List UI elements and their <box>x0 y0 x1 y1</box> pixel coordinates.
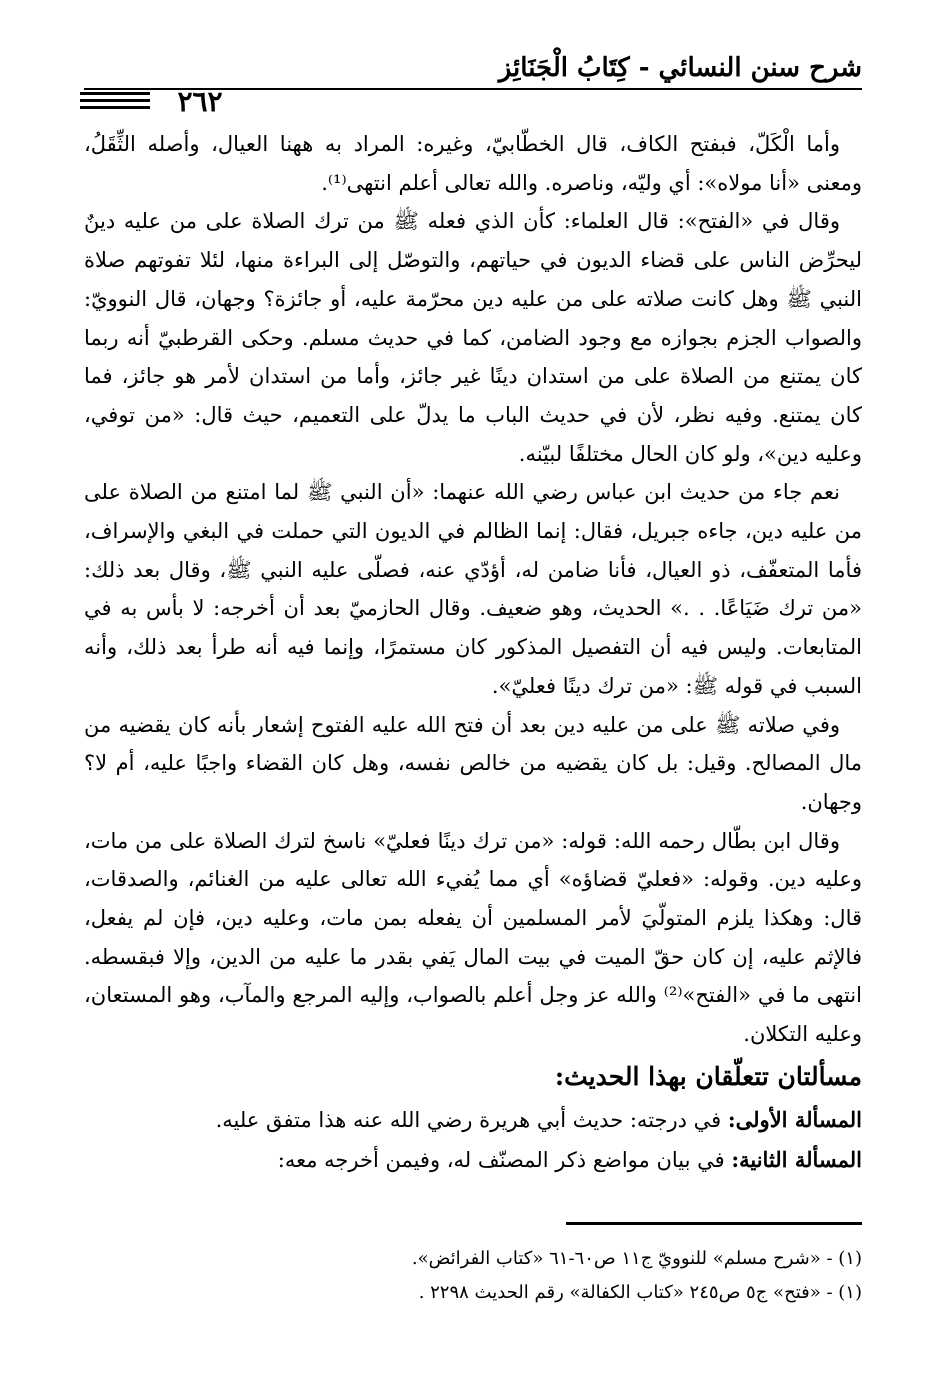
footnote-1: (١) - «شرح مسلم» للنوويّ ج١١ ص٦٠-٦١ «كتاب الفرائض». <box>411 1248 862 1269</box>
page-number: ٢٦٢ <box>177 85 223 118</box>
section-heading: مسألتان تتعلّقان بهذا الحديث: <box>554 1061 862 1091</box>
issue-2 <box>84 1140 862 1180</box>
footnote-separator <box>566 1222 862 1225</box>
issue-2-label: المسألة الثانية: <box>731 1146 862 1172</box>
paragraph-4: وفي صلاته ﷺ على من عليه دين بعد أن فتح الله عليه الفتوح إشعار بأنه كان يقضيه من مال المصالح. وقيل: بل كان يقضيه من خالص نفسه، وهل كان القضاء واجبًا عليه، أم لا؟ وجهان. <box>84 712 862 814</box>
header-ornament-bars <box>80 92 150 112</box>
issue-1 <box>84 1100 862 1140</box>
paragraph-5: وقال ابن بطّال رحمه الله: قوله: «من ترك دينًا فعليّ» ناسخ لترك الصلاة على من مات، وعليه دين. وقوله: «فعليّ قضاؤه» أي مما يُفيء الله تعالى عليه من الغنائم، والصدقات، قال: وهكذا يلزم المتولّيَ لأمر المسلمين أن يفعله بمن مات، وعليه دين، فإن لم يفعل، فالإثم عليه، إن كان حقّ الميت في بيت المال يَفي بقدر ما عليه من الدين، وإلا فبقسطه. انتهى ما في «الفتح»⁽²⁾ والله عز وجل أعلم بالصواب، وإليه المرجع والمآب، وهو المستعان، وعليه التكلان. <box>84 828 862 1047</box>
header-rule <box>84 88 862 90</box>
footnotes <box>84 1242 862 1310</box>
issue-1-label: المسألة الأولى: <box>727 1106 862 1132</box>
issue-1-text: في درجته: حديث أبي هريرة رضي الله عنه هذا متفق عليه. <box>215 1107 722 1132</box>
paragraph-2: وقال في «الفتح»: قال العلماء: كأن الذي فعله ﷺ من ترك الصلاة على من عليه دينٌ ليحرِّض الناس على قضاء الديون في حياتهم، والتوصّل إلى البراءة منها، لئلا تفوتهم صلاة النبي ﷺ وهل كانت صلاته على من عليه دين محرّمة عليه، أو جائزة؟ وجهان، قال النوويّ: والصواب الجزم بجوازه مع وجود الضامن، كما في حديث مسلم. وحكى القرطبيّ أنه ربما كان يمتنع من الصلاة على من استدان دينًا غير جائز، وأما من استدان لأمر هو جائز، فما كان يمتنع. وفيه نظر، لأن في حديث الباب ما يدلّ على التعميم، حيث قال: «من توفي، وعليه دين»، ولو كان الحال مختلفًا لبيّنه. <box>84 209 862 466</box>
main-text <box>84 125 862 1180</box>
footnote-2: (١) - «فتح» ج٥ ص٢٤٥ «كتاب الكفالة» رقم الحديث ٢٢٩٨ . <box>418 1282 862 1303</box>
paragraph-1: وأما الْكَلّ، فبفتح الكاف، قال الخطّابيّ، وغيره: المراد به ههنا العيال، وأصله الثِّقَلُ، ومعنى «أنا مولاه»: أي وليّه، وناصره. والله تعالى أعلم انتهى⁽¹⁾. <box>84 132 862 195</box>
issue-2-text: في بيان مواضع ذكر المصنّف له، وفيمن أخرجه معه: <box>277 1147 725 1172</box>
running-header-title: شرح سنن النسائي - كِتَابُ الْجَنَائِز <box>498 53 862 83</box>
paragraph-3: نعم جاء من حديث ابن عباس رضي الله عنهما: «أن النبي ﷺ لما امتنع من الصلاة على من عليه دين، جاءه جبريل، فقال: إنما الظالم في الديون التي حملت في البغي والإسراف، فأما المتعفّف، ذو العيال، فأنا ضامن له، أؤدّي عنه، فصلّى عليه النبي ﷺ، وقال بعد ذلك: «من ترك ضَيَاعًا. . .» الحديث، وهو ضعيف. وقال الحازميّ بعد أن أخرجه: لا بأس به في المتابعات. وليس فيه أن التفصيل المذكور كان مستمرًا، وإنما فيه أنه طرأ بعد ذلك، وأنه السبب في قوله ﷺ: «من ترك دينًا فعليّ». <box>84 480 862 698</box>
